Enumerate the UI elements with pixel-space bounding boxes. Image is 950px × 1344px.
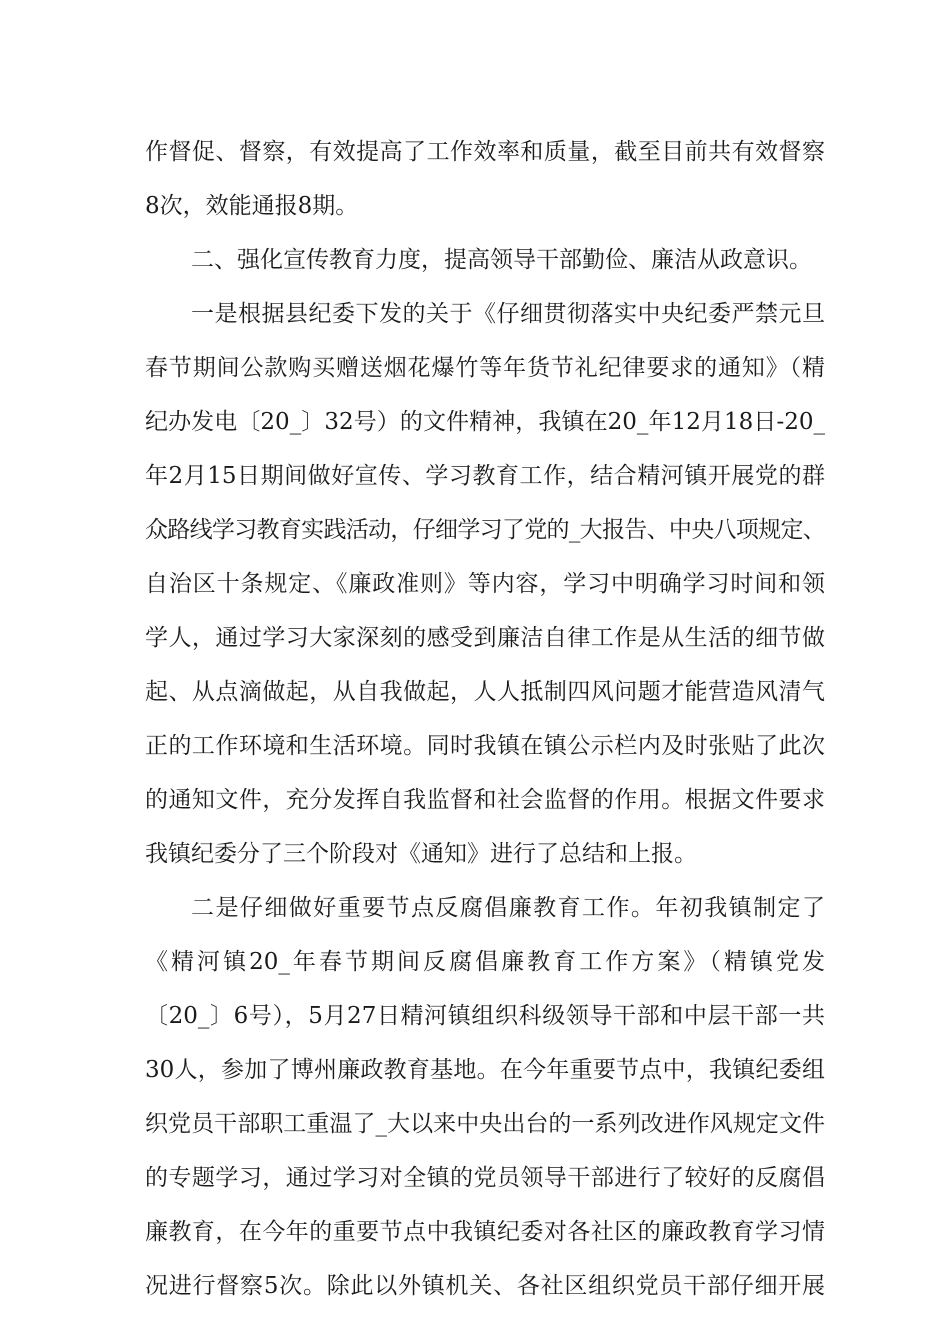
text-line: 年2月15日期间做好宣传、学习教育工作，结合精河镇开展党的群: [145, 463, 825, 489]
paragraph-start-line: 一是根据县纪委下发的关于《仔细贯彻落实中央纪委严禁元旦: [191, 301, 825, 327]
text-line: 起、从点滴做起，从自我做起，人人抵制四风问题才能营造风清气: [145, 679, 825, 705]
paragraph-start-line: 二是仔细做好重要节点反腐倡廉教育工作。年初我镇制定了: [191, 895, 825, 921]
text-line: 众路线学习教育实践活动，仔细学习了党的_大报告、中央八项规定、: [145, 517, 825, 543]
text-line: 的专题学习，通过学习对全镇的党员领导干部进行了较好的反腐倡: [145, 1165, 825, 1191]
text-line: 8次，效能通报8期。: [145, 193, 359, 219]
text-line: 况进行督察5次。除此以外镇机关、各社区组织党员干部仔细开展: [145, 1273, 825, 1299]
section-heading: 二、强化宣传教育力度，提高领导干部勤俭、廉洁从政意识。: [191, 247, 812, 273]
text-line: 纪办发电〔20_〕32号）的文件精神，我镇在20_年12月18日-20_: [145, 409, 825, 435]
text-line: 廉教育，在今年的重要节点中我镇纪委对各社区的廉政教育学习情: [145, 1219, 825, 1245]
text-line: 的通知文件，充分发挥自我监督和社会监督的作用。根据文件要求: [145, 787, 825, 813]
text-line: 〔20_〕6号），5月27日精河镇组织科级领导干部和中层干部一共: [145, 1003, 825, 1029]
text-line: 30人，参加了博州廉政教育基地。在今年重要节点中，我镇纪委组: [145, 1057, 825, 1083]
text-line: 《精河镇20_年春节期间反腐倡廉教育工作方案》（精镇党发: [145, 949, 825, 975]
document-body: [145, 125, 825, 1313]
text-line: 春节期间公款购买赠送烟花爆竹等年货节礼纪律要求的通知》（精: [145, 355, 825, 381]
text-line: 正的工作环境和生活环境。同时我镇在镇公示栏内及时张贴了此次: [145, 733, 825, 759]
text-line: 自治区十条规定、《廉政准则》等内容，学习中明确学习时间和领: [145, 571, 825, 597]
text-line: 作督促、督察，有效提高了工作效率和质量，截至目前共有效督察: [145, 139, 825, 165]
text-line: 学人，通过学习大家深刻的感受到廉洁自律工作是从生活的细节做: [145, 625, 825, 651]
text-line: 织党员干部职工重温了_大以来中央出台的一系列改进作风规定文件: [145, 1111, 825, 1137]
text-line: 我镇纪委分了三个阶段对《通知》进行了总结和上报。: [145, 841, 697, 867]
